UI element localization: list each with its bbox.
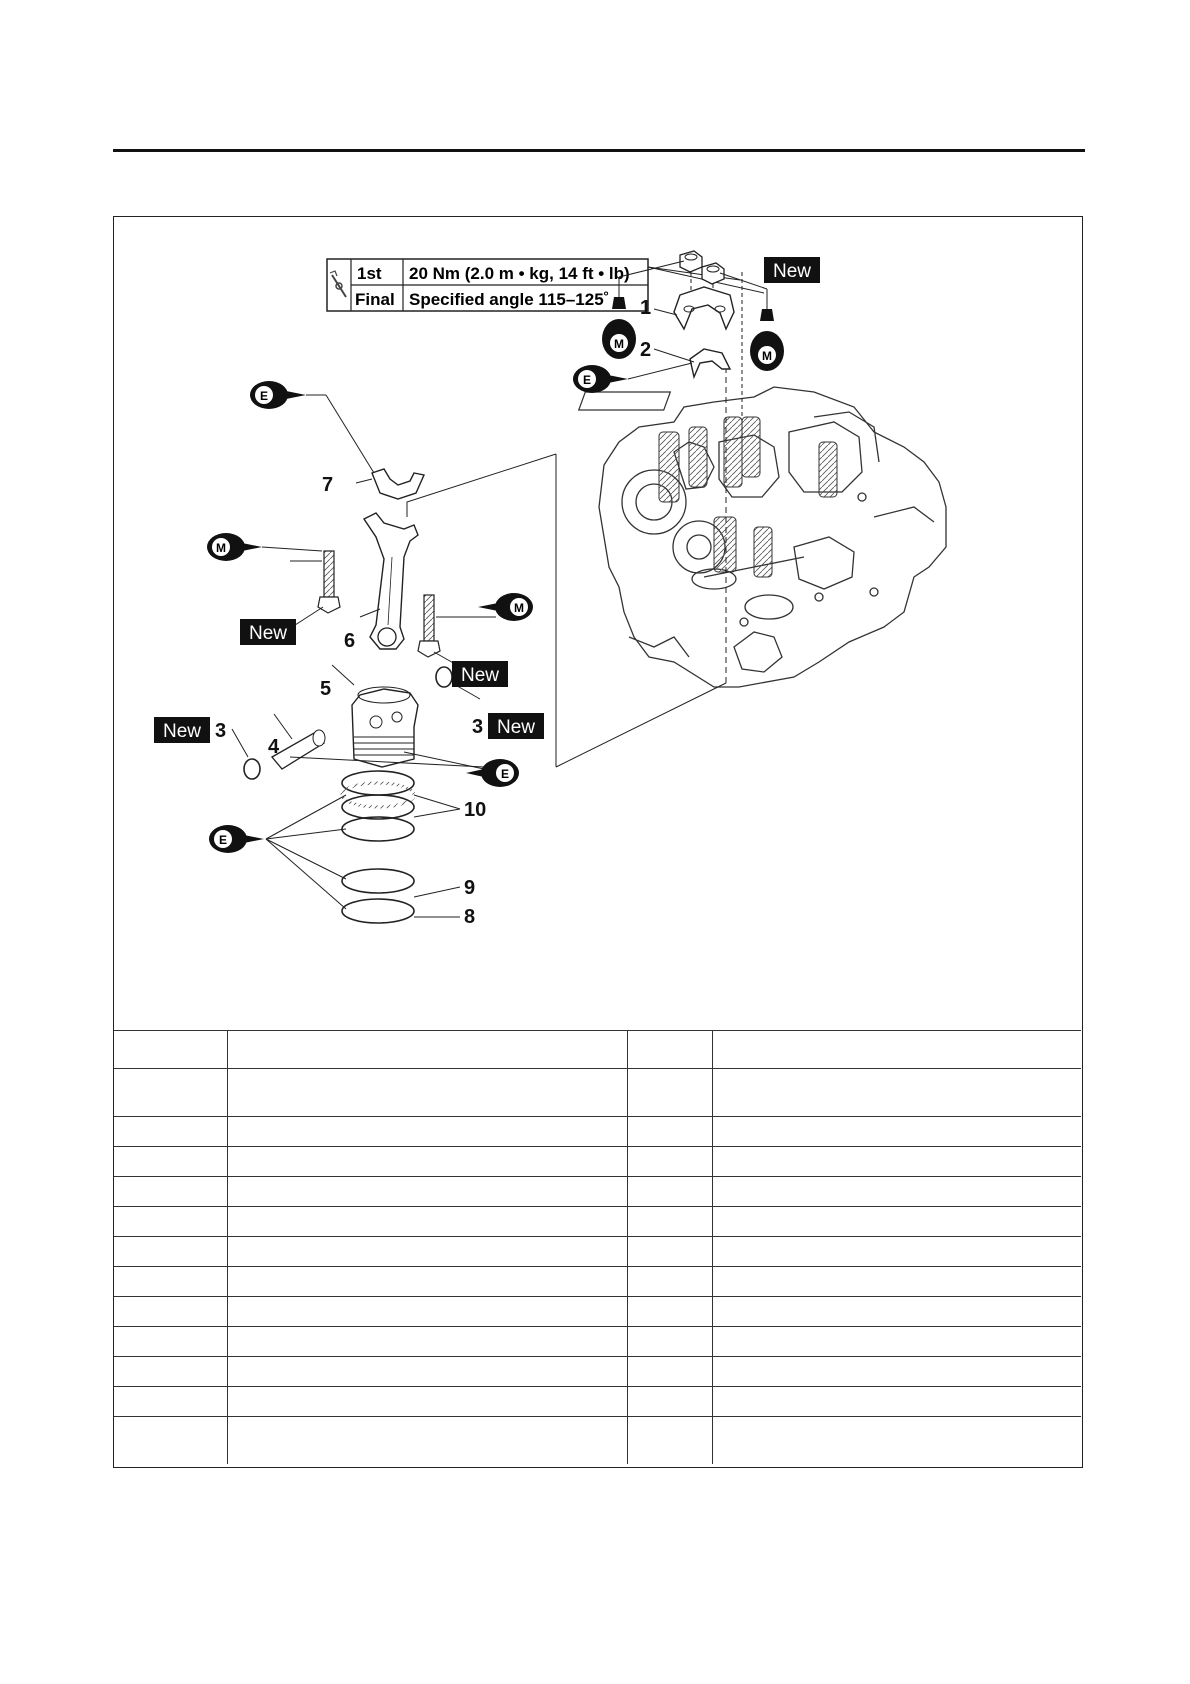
table-row [114,1297,1081,1327]
callout-5: 5 [320,678,332,700]
part-2-bearing [690,349,730,377]
table-cell [114,1177,227,1207]
molybdenum-oil-icon-left [207,533,322,561]
table-cell [114,1147,227,1177]
svg-text:New: New [496,717,536,738]
table-cell [114,1327,227,1357]
svg-text:E: E [582,373,592,387]
part-3-circlip-right [436,667,452,687]
torque-stage-final: Final [355,290,395,309]
table-cell [114,1237,227,1267]
table-row [114,1417,1081,1465]
torque-stage-1: 1st [357,264,382,283]
svg-text:M: M [216,541,226,555]
callout-8: 8 [464,906,476,928]
part-10-ring-set [342,771,414,841]
table-cell [627,1387,712,1417]
part-4-piston-pin [272,730,325,769]
table-cell [627,1297,712,1327]
exploded-diagram [114,217,1082,1030]
svg-text:New: New [460,665,500,686]
table-cell [114,1207,227,1237]
header-rule [113,149,1085,152]
table-cell [627,1177,712,1207]
new-badge-bolt-left [240,619,296,645]
table-cell [627,1147,712,1177]
table-cell [712,1327,1081,1357]
table-cell [114,1357,227,1387]
table-cell [712,1297,1081,1327]
callout-1: 1 [640,297,652,319]
table-row [114,1069,1081,1117]
callout-4: 4 [268,736,280,758]
part-1-rod-cap [674,287,734,329]
rod-bolt-left [318,551,340,613]
callout-7: 7 [322,474,334,496]
table-cell [627,1357,712,1387]
assembly-guide-lines [407,272,742,767]
part-6-connecting-rod [364,513,418,649]
table-cell [114,1117,227,1147]
figure-frame [113,216,1083,1468]
table-cell [114,1297,227,1327]
table-cell [712,1417,1081,1465]
table-cell [227,1237,627,1267]
table-cell [712,1387,1081,1417]
table-cell [227,1207,627,1237]
svg-text:M: M [514,601,524,615]
table-cell [627,1237,712,1267]
torque-value-1: 20 Nm (2.0 m • kg, 14 ft • lb) [409,264,630,283]
table-cell [712,1237,1081,1267]
table-cell [227,1417,627,1465]
table-header-row [114,1031,1081,1069]
table-cell [712,1147,1081,1177]
table-cell [227,1387,627,1417]
part-3-circlip-left [244,759,260,779]
engine-oil-icon-rings [209,825,264,853]
table-cell [114,1069,227,1117]
table-row [114,1207,1081,1237]
new-badge-bolt-right [452,661,508,687]
callout-9: 9 [464,877,476,899]
table-cell [627,1069,712,1117]
table-cell [627,1267,712,1297]
table-cell [627,1031,712,1069]
table-cell [114,1387,227,1417]
parts-table [114,1030,1081,1464]
rod-bolt-right [418,595,440,657]
table-cell [227,1357,627,1387]
svg-text:New: New [162,721,202,742]
part-5-piston [352,687,418,767]
svg-text:E: E [218,833,228,847]
table-row [114,1267,1081,1297]
callout-2: 2 [640,339,652,361]
table-cell [114,1417,227,1465]
part-8-ring [342,899,414,923]
table-cell [712,1069,1081,1117]
table-cell [712,1357,1081,1387]
callout-10: 10 [464,799,487,821]
table-cell [227,1069,627,1117]
table-row [114,1117,1081,1147]
table-cell [227,1267,627,1297]
table-row [114,1387,1081,1417]
svg-text:E: E [500,767,510,781]
table-cell [227,1147,627,1177]
table-row [114,1237,1081,1267]
table-cell [712,1177,1081,1207]
svg-text:E: E [259,389,269,403]
table-row [114,1147,1081,1177]
svg-text:M: M [614,337,624,351]
table-cell [227,1031,627,1069]
new-badge-circlip-right [488,713,544,739]
svg-text:New: New [772,261,812,282]
table-cell [227,1327,627,1357]
table-cell [114,1031,227,1069]
svg-text:M: M [762,349,772,363]
callout-6: 6 [344,630,356,652]
table-cell [712,1267,1081,1297]
table-row [114,1357,1081,1387]
table-row [114,1327,1081,1357]
table-cell [627,1327,712,1357]
table-cell [227,1177,627,1207]
part-9-ring [342,869,414,893]
table-cell [114,1267,227,1297]
part-7-bearing [372,469,424,499]
new-badge-top [764,257,820,283]
new-badge-circlip-left [154,717,210,743]
torque-spec-table [327,259,648,311]
table-cell [712,1031,1081,1069]
table-cell [627,1207,712,1237]
svg-text:New: New [248,623,288,644]
table-cell [712,1207,1081,1237]
engine-oil-icon-bearing [573,363,692,393]
callout-3-left: 3 [215,720,227,742]
callout-3-right: 3 [472,716,484,738]
table-cell [227,1297,627,1327]
table-cell [627,1417,712,1465]
table-cell [712,1117,1081,1147]
engine-oil-icon-upper-left [250,381,374,473]
torque-value-final: Specified angle 115–125˚ [409,290,610,309]
table-cell [627,1117,712,1147]
table-cell [227,1117,627,1147]
engine-oil-icon-piston [466,759,519,787]
table-row [114,1177,1081,1207]
